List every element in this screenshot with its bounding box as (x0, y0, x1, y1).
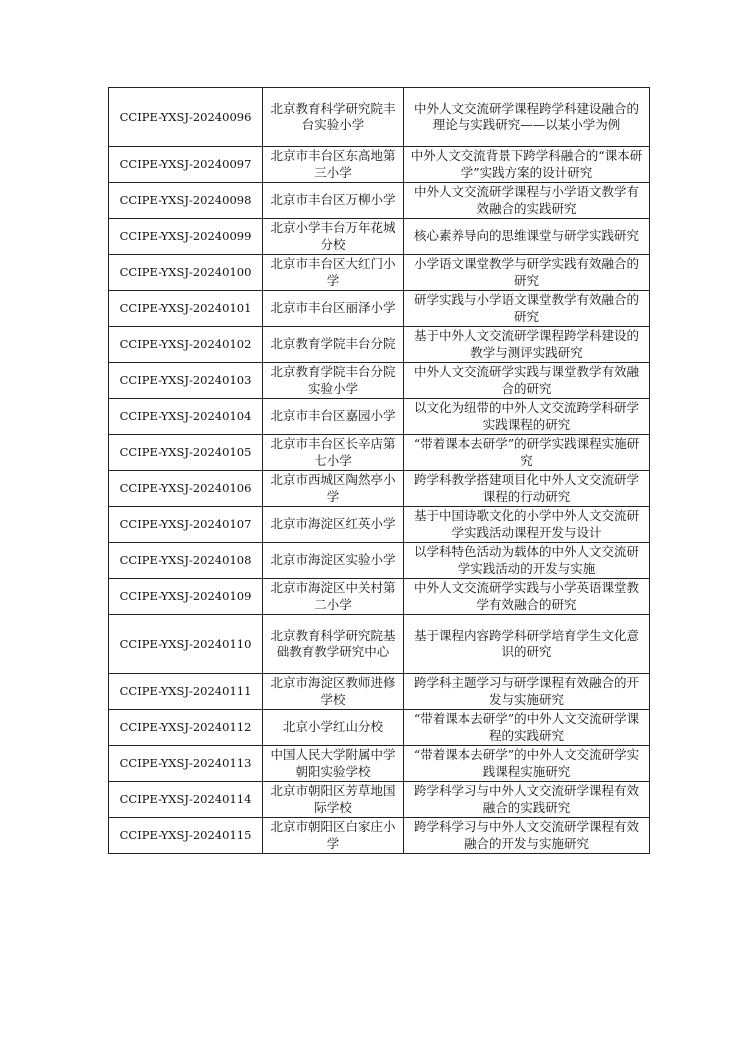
table-row (109, 710, 650, 746)
project-title-text: “带着课本去研学”的中外人文交流研学实践课程实施研究 (413, 747, 640, 779)
school-name-text: 北京市西城区陶然亭小学 (270, 472, 396, 504)
school-name-text: 北京市朝阳区芳草地国际学校 (270, 783, 396, 815)
school-name-cell (263, 615, 404, 674)
project-code-text: CCIPE-YXSJ-20240103 (119, 373, 252, 388)
project-code-text: CCIPE-YXSJ-20240113 (119, 756, 252, 771)
school-name-text: 北京教育学院丰台分院 (270, 336, 396, 352)
project-code-text: CCIPE-YXSJ-20240100 (119, 265, 252, 280)
project-title-cell (404, 88, 650, 147)
school-name-cell (263, 507, 404, 543)
project-code-text: CCIPE-YXSJ-20240099 (119, 229, 252, 244)
project-code-text: CCIPE-YXSJ-20240108 (119, 553, 252, 568)
project-title-text: 小学语文课堂教学与研学实践有效融合的研究 (413, 256, 639, 288)
school-name-text: 北京小学红山分校 (282, 719, 383, 735)
project-title-cell (404, 363, 650, 399)
project-code-text: CCIPE-YXSJ-20240102 (119, 337, 252, 352)
project-title-text: 跨学科学习与中外人文交流研学课程有效融合的实践研究 (413, 783, 639, 815)
project-code-cell (109, 363, 263, 399)
project-code-cell (109, 710, 263, 746)
project-title-text: 以文化为纽带的中外人文交流跨学科研学实践课程的研究 (413, 400, 639, 432)
school-name-text: 北京市丰台区长辛店第七小学 (270, 436, 396, 468)
project-title-cell (404, 147, 650, 183)
school-name-cell (263, 219, 404, 255)
project-title-text: 中外人文交流研学课程跨学科建设融合的理论与实践研究——以某小学为例 (413, 100, 639, 132)
table-row (109, 507, 650, 543)
project-code-cell (109, 291, 263, 327)
project-code-text: CCIPE-YXSJ-20240104 (119, 409, 252, 424)
project-code-text: CCIPE-YXSJ-20240111 (119, 684, 252, 699)
project-code-text: CCIPE-YXSJ-20240105 (119, 445, 252, 460)
table-row (109, 183, 650, 219)
project-code-cell (109, 543, 263, 579)
project-title-text: “带着课本去研学”的中外人文交流研学课程的实践研究 (413, 711, 640, 743)
table-row (109, 255, 650, 291)
project-code-text: CCIPE-YXSJ-20240115 (119, 828, 252, 843)
project-title-cell (404, 615, 650, 674)
table-row (109, 435, 650, 471)
school-name-cell (263, 579, 404, 615)
project-title-cell (404, 291, 650, 327)
school-name-cell (263, 291, 404, 327)
table-row (109, 615, 650, 674)
project-code-cell (109, 782, 263, 818)
project-code-text: CCIPE-YXSJ-20240107 (119, 517, 252, 532)
school-name-text: 北京市丰台区丽泽小学 (270, 300, 396, 316)
project-title-text: 中外人文交流研学课程与小学语文教学有效融合的实践研究 (413, 184, 639, 216)
school-name-text: 北京市丰台区万柳小学 (270, 192, 396, 208)
school-name-text: 北京市丰台区东高地第三小学 (270, 148, 396, 180)
project-code-cell (109, 674, 263, 710)
project-title-text: “带着课本去研学”的研学实践课程实施研究 (413, 436, 640, 468)
project-title-cell (404, 471, 650, 507)
project-title-cell (404, 219, 650, 255)
school-name-cell (263, 818, 404, 854)
project-title-cell (404, 399, 650, 435)
table-row (109, 782, 650, 818)
school-name-cell (263, 399, 404, 435)
project-title-cell (404, 543, 650, 579)
school-name-text: 北京市海淀区教师进修学校 (270, 675, 396, 707)
school-name-text: 北京市丰台区大红门小学 (270, 256, 396, 288)
project-title-text: 基于中国诗歌文化的小学中外人文交流研学实践活动课程开发与设计 (413, 508, 639, 540)
project-title-cell (404, 435, 650, 471)
project-title-text: 核心素养导向的思维课堂与研学实践研究 (413, 228, 639, 244)
school-name-cell (263, 147, 404, 183)
project-code-cell (109, 579, 263, 615)
project-code-cell (109, 435, 263, 471)
project-title-cell (404, 327, 650, 363)
project-code-cell (109, 399, 263, 435)
project-code-cell (109, 471, 263, 507)
project-code-cell (109, 183, 263, 219)
project-title-cell (404, 255, 650, 291)
school-name-cell (263, 435, 404, 471)
school-name-cell (263, 674, 404, 710)
project-title-text: 跨学科主题学习与研学课程有效融合的开发与实施研究 (413, 675, 639, 707)
project-title-cell (404, 818, 650, 854)
project-code-text: CCIPE-YXSJ-20240109 (119, 589, 252, 604)
project-title-cell (404, 710, 650, 746)
table-row (109, 219, 650, 255)
table-body (109, 88, 650, 854)
school-name-text: 北京小学丰台万年花城分校 (270, 220, 396, 252)
project-title-cell (404, 507, 650, 543)
table-row (109, 746, 650, 782)
school-name-cell (263, 471, 404, 507)
project-code-cell (109, 255, 263, 291)
project-title-text: 中外人文交流研学实践与课堂教学有效融合的研究 (413, 364, 639, 396)
project-code-text: CCIPE-YXSJ-20240097 (119, 157, 252, 172)
school-name-text: 北京市海淀区实验小学 (270, 552, 396, 568)
project-title-text: 跨学科教学搭建项目化中外人文交流研学课程的行动研究 (413, 472, 639, 504)
project-title-text: 基于中外人文交流研学课程跨学科建设的教学与测评实践研究 (413, 328, 639, 360)
school-name-cell (263, 363, 404, 399)
school-name-text: 北京教育科学研究院丰台实验小学 (270, 100, 396, 132)
project-code-text: CCIPE-YXSJ-20240110 (119, 636, 252, 651)
project-code-text: CCIPE-YXSJ-20240098 (119, 193, 252, 208)
school-name-cell (263, 543, 404, 579)
table-row (109, 363, 650, 399)
school-name-cell (263, 710, 404, 746)
school-name-text: 中国人民大学附属中学朝阳实验学校 (270, 747, 396, 779)
school-name-cell (263, 782, 404, 818)
project-code-cell (109, 88, 263, 147)
project-title-text: 研学实践与小学语文课堂教学有效融合的研究 (413, 292, 639, 324)
school-name-cell (263, 255, 404, 291)
project-title-text: 中外人文交流研学实践与小学英语课堂教学有效融合的研究 (413, 580, 639, 612)
project-title-text: 以学科特色活动为载体的中外人文交流研学实践活动的开发与实施 (413, 544, 639, 576)
table-row (109, 88, 650, 147)
project-code-cell (109, 746, 263, 782)
table-row (109, 579, 650, 615)
table-row (109, 327, 650, 363)
project-code-text: CCIPE-YXSJ-20240106 (119, 481, 252, 496)
table-row (109, 291, 650, 327)
table-row (109, 674, 650, 710)
project-code-cell (109, 507, 263, 543)
project-title-cell (404, 746, 650, 782)
table-row (109, 543, 650, 579)
school-name-cell (263, 746, 404, 782)
project-code-cell (109, 147, 263, 183)
project-title-cell (404, 183, 650, 219)
school-name-text: 北京市朝阳区白家庄小学 (270, 819, 396, 851)
project-code-cell (109, 219, 263, 255)
project-code-text: CCIPE-YXSJ-20240101 (119, 301, 252, 316)
project-title-cell (404, 674, 650, 710)
school-name-cell (263, 88, 404, 147)
school-name-text: 北京市丰台区嘉园小学 (270, 408, 396, 424)
school-name-text: 北京教育学院丰台分院实验小学 (270, 364, 396, 396)
table-row (109, 147, 650, 183)
project-code-cell (109, 615, 263, 674)
table-row (109, 818, 650, 854)
school-name-text: 北京市海淀区红英小学 (270, 516, 396, 532)
project-table (108, 87, 650, 854)
project-code-cell (109, 327, 263, 363)
project-code-text: CCIPE-YXSJ-20240096 (119, 109, 252, 124)
project-title-text: 中外人文交流背景下跨学科融合的“课本研学”实践方案的设计研究 (410, 148, 643, 180)
project-code-cell (109, 818, 263, 854)
project-title-cell (404, 782, 650, 818)
school-name-text: 北京市海淀区中关村第二小学 (270, 580, 396, 612)
school-name-cell (263, 327, 404, 363)
project-code-text: CCIPE-YXSJ-20240112 (119, 720, 252, 735)
table-row (109, 471, 650, 507)
school-name-text: 北京教育科学研究院基础教育教学研究中心 (270, 627, 396, 659)
project-title-text: 基于课程内容跨学科研学培育学生文化意识的研究 (413, 627, 639, 659)
table-row (109, 399, 650, 435)
school-name-cell (263, 183, 404, 219)
project-title-cell (404, 579, 650, 615)
project-title-text: 跨学科学习与中外人文交流研学课程有效融合的开发与实施研究 (413, 819, 639, 851)
project-code-text: CCIPE-YXSJ-20240114 (119, 792, 252, 807)
